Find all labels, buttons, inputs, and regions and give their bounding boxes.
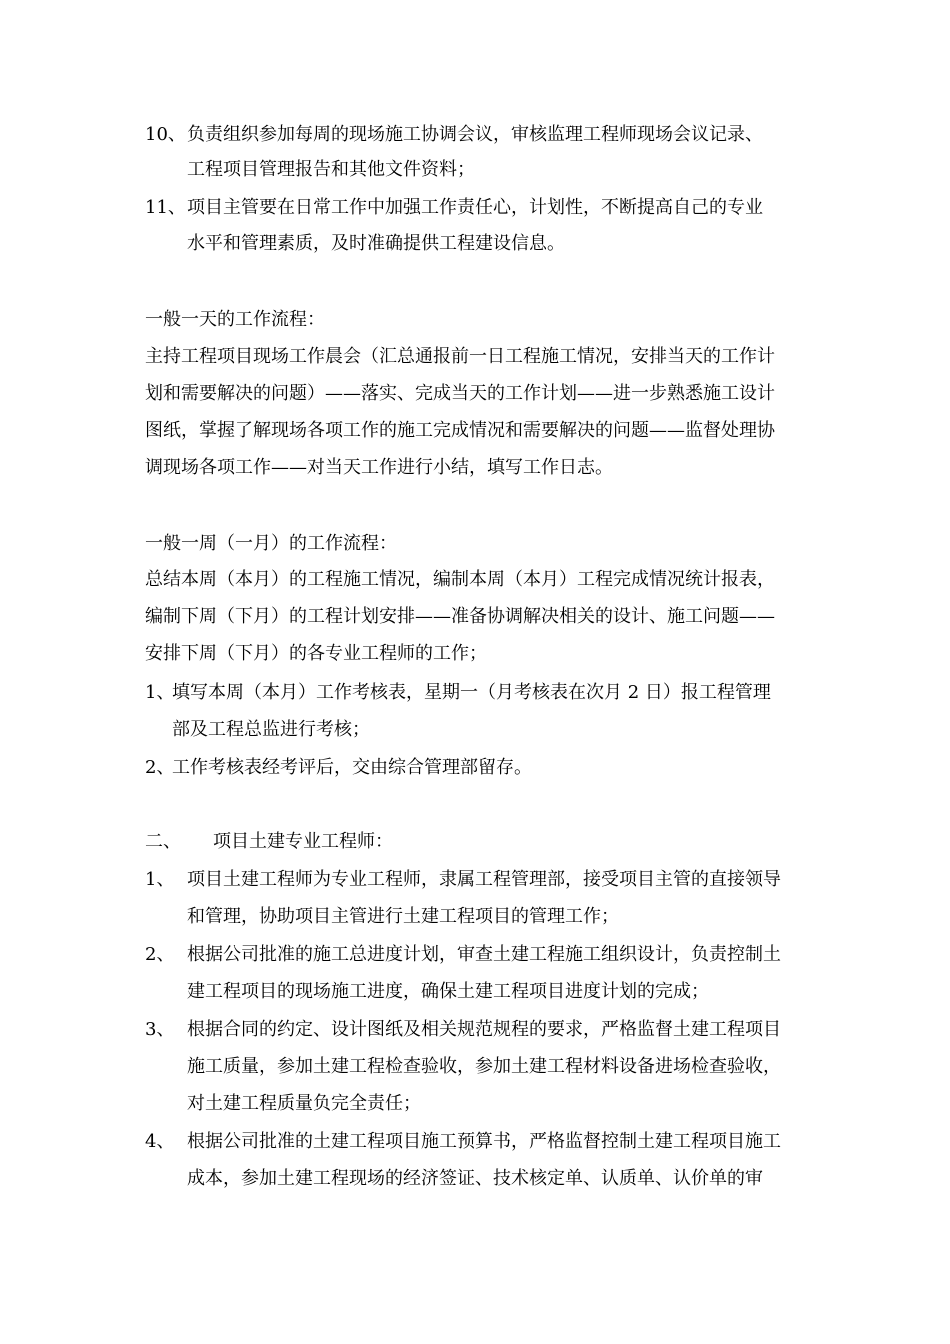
- section-heading: 一般一天的工作流程：: [145, 309, 325, 330]
- item-text-line: 对土建工程质量负完全责任；: [187, 1093, 421, 1114]
- section-title: 项目土建专业工程师：: [213, 831, 393, 852]
- paragraph-line: 总结本周（本月）的工程施工情况，编制本周（本月）工程完成情况统计报表，: [145, 569, 775, 590]
- paragraph-line: 图纸，掌握了解现场各项工作的施工完成情况和需要解决的问题——监督处理协: [145, 420, 775, 441]
- item-number: 2、: [145, 944, 175, 965]
- item-number: 1、: [145, 682, 175, 703]
- section-number: 二、: [145, 831, 181, 852]
- paragraph-line: 划和需要解决的问题）——落实、完成当天的工作计划——进一步熟悉施工设计: [145, 383, 775, 404]
- item-number: 1、: [145, 869, 175, 890]
- item-text-line: 工作考核表经考评后，交由综合管理部留存。: [172, 757, 532, 778]
- paragraph-line: 主持工程项目现场工作晨会（汇总通报前一日工程施工情况，安排当天的工作计: [145, 346, 775, 367]
- item-text-line: 根据公司批准的土建工程项目施工预算书，严格监督控制土建工程项目施工: [187, 1131, 781, 1152]
- item-text-line: 负责组织参加每周的现场施工协调会议，审核监理工程师现场会议记录、: [187, 124, 763, 145]
- item-text-line: 根据合同的约定、设计图纸及相关规范规程的要求，严格监督土建工程项目: [187, 1019, 781, 1040]
- item-number: 4、: [145, 1131, 175, 1152]
- item-text-line: 项目主管要在日常工作中加强工作责任心，计划性，不断提高自己的专业: [187, 197, 763, 218]
- item-number: 11、: [145, 197, 186, 218]
- item-text-line: 建工程项目的现场施工进度，确保土建工程项目进度计划的完成；: [187, 981, 709, 1002]
- paragraph-line: 调现场各项工作——对当天工作进行小结，填写工作日志。: [145, 457, 613, 478]
- paragraph-line: 编制下周（下月）的工程计划安排——准备协调解决相关的设计、施工问题——: [145, 606, 775, 627]
- item-text-line: 施工质量，参加土建工程检查验收，参加土建工程材料设备进场检查验收，: [187, 1056, 781, 1077]
- item-number: 3、: [145, 1019, 175, 1040]
- paragraph-line: 安排下周（下月）的各专业工程师的工作；: [145, 643, 487, 664]
- item-text-line: 根据公司批准的施工总进度计划，审查土建工程施工组织设计，负责控制土: [187, 944, 781, 965]
- item-text-line: 工程项目管理报告和其他文件资料；: [187, 159, 475, 180]
- item-text-line: 项目土建工程师为专业工程师，隶属工程管理部，接受项目主管的直接领导: [187, 869, 781, 890]
- item-number: 10、: [145, 124, 186, 145]
- item-text-line: 和管理，协助项目主管进行土建工程项目的管理工作；: [187, 906, 619, 927]
- item-text-line: 水平和管理素质，及时准确提供工程建设信息。: [187, 233, 565, 254]
- section-heading: 一般一周（一月）的工作流程：: [145, 533, 397, 554]
- item-number: 2、: [145, 757, 175, 778]
- item-text-line: 部及工程总监进行考核；: [172, 719, 370, 740]
- item-text-line: 成本，参加土建工程现场的经济签证、技术核定单、认质单、认价单的审: [187, 1168, 763, 1189]
- item-text-line: 填写本周（本月）工作考核表，星期一（月考核表在次月 2 日）报工程管理: [172, 682, 771, 703]
